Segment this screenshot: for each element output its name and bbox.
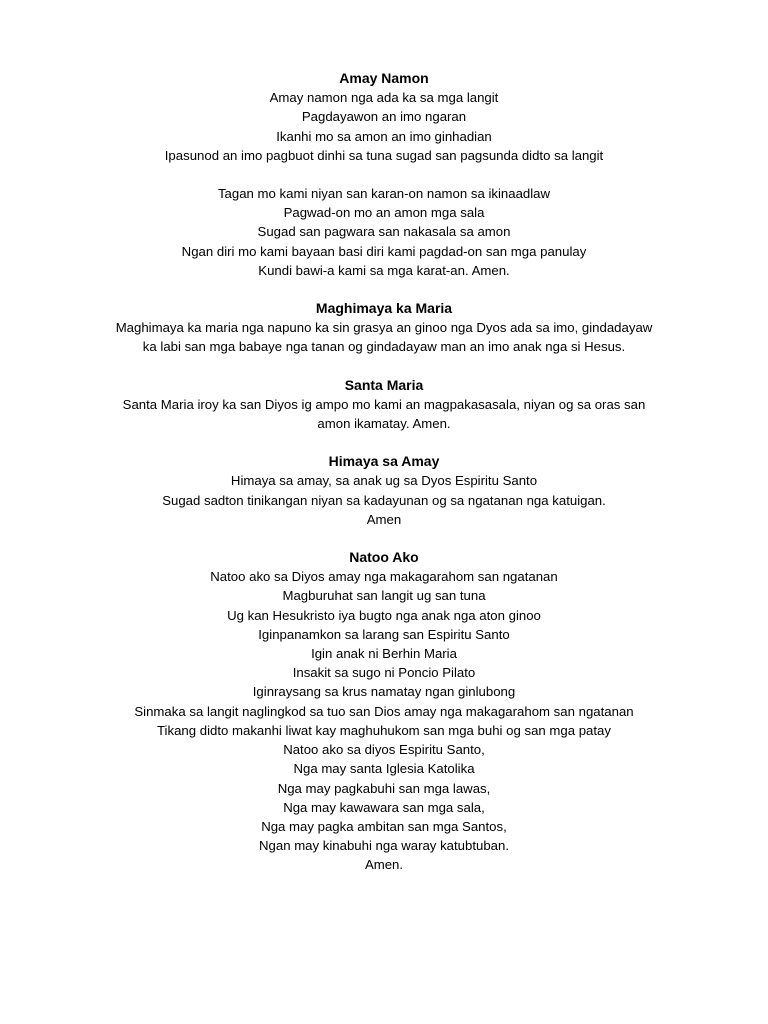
prayer-line: Maghimaya ka maria nga napuno ka sin grasya an ginoo nga Dyos ada sa imo, gindadayaw [115,320,653,336]
prayer-line: Iginpanamkon sa larang san Espiritu Santo [258,626,510,642]
prayer-line: Ngan may kinabuhi nga waray katubtuban. [259,838,509,854]
prayer-line: Kundi bawi-a kami sa mga karat-an. Amen. [258,262,510,278]
prayer-stanza [84,88,684,165]
prayer-line: Natoo ako sa Diyos amay nga makagarahom san ngatanan [210,569,558,585]
prayer-title: Amay Namon [339,70,429,86]
prayer-line: Santa Maria iroy ka san Diyos ig ampo mo kami an magpakasasala, niyan og sa oras san [122,396,646,412]
prayer-line: Nga may kawawara san mga sala, [283,799,485,815]
prayer-stanza [84,567,684,874]
prayer-line: Nga may santa Iglesia Katolika [293,761,475,777]
prayer-line: Pagwad-on mo an amon mga sala [283,205,485,221]
prayer-section-himaya-sa-amay [84,452,684,529]
prayer-section-santa-maria [84,376,684,434]
prayer-line: Ikanhi mo sa amon an imo ginhadian [276,128,492,144]
prayer-section-amay-namon [84,69,684,280]
prayer-line: Tagan mo kami niyan san karan-on namon sa ikinaadlaw [217,186,551,202]
prayer-line: Tikang didto makanhi liwat kay maghuhukom san mga buhi og san mga patay [156,722,611,738]
prayer-title: Santa Maria [344,376,424,393]
prayer-line: Insakit sa sugo ni Poncio Pilato [292,665,476,681]
prayer-line: Nga may pagkabuhi san mga lawas, [277,780,491,796]
prayer-line: Ipasunod an imo pagbuot dinhi sa tuna sugad san pagsunda didto sa langit [164,147,604,163]
prayer-line: Sugad san pagwara san nakasala sa amon [257,224,511,240]
prayer-line: Amay namon nga ada ka sa mga langit [269,90,499,106]
prayer-line: Natoo ako sa diyos Espiritu Santo, [283,742,485,758]
prayer-line: Amen. [364,857,404,873]
prayer-section-natoo-ako [84,548,684,874]
prayer-line: Himaya sa amay, sa anak ug sa Dyos Espiritu Santo [230,473,538,489]
prayer-line: Iginraysang sa krus namatay ngan ginlubong [252,684,516,700]
prayer-line: Sugad sadton tinikangan niyan sa kadayunan og sa ngatanan nga katuigan. [162,492,606,508]
prayer-line: Pagdayawon an imo ngaran [301,109,467,125]
prayer-line: Ngan diri mo kami bayaan basi diri kami pagdad-on san mga panulay [181,243,587,259]
prayer-stanza [84,184,684,280]
prayer-line: Nga may pagka ambitan san mga Santos, [261,818,507,834]
prayer-title: Natoo Ako [349,549,419,566]
prayer-stanza [84,395,684,433]
prayer-title: Himaya sa Amay [328,453,440,470]
prayer-line: Amen [366,511,402,527]
prayer-stanza [84,471,684,529]
prayer-section-maghimaya-ka-maria [84,299,684,357]
prayer-title: Maghimaya ka Maria [315,300,453,317]
prayer-line: ka labi san mga babaye nga tanan og gindadayaw man an imo anak nga si Hesus. [142,339,626,355]
prayer-line: Ug kan Hesukristo iya bugto nga anak nga aton ginoo [227,607,541,623]
prayer-text-body [84,69,684,875]
prayer-line: Magburuhat san langit ug san tuna [282,588,486,604]
prayer-stanza [84,318,684,356]
prayer-line: Sinmaka sa langit naglingkod sa tuo san Dios amay nga makagarahom san ngatanan [134,703,634,719]
prayer-line: Igin anak ni Berhin Maria [311,646,457,662]
prayer-line: amon ikamatay. Amen. [317,416,451,432]
